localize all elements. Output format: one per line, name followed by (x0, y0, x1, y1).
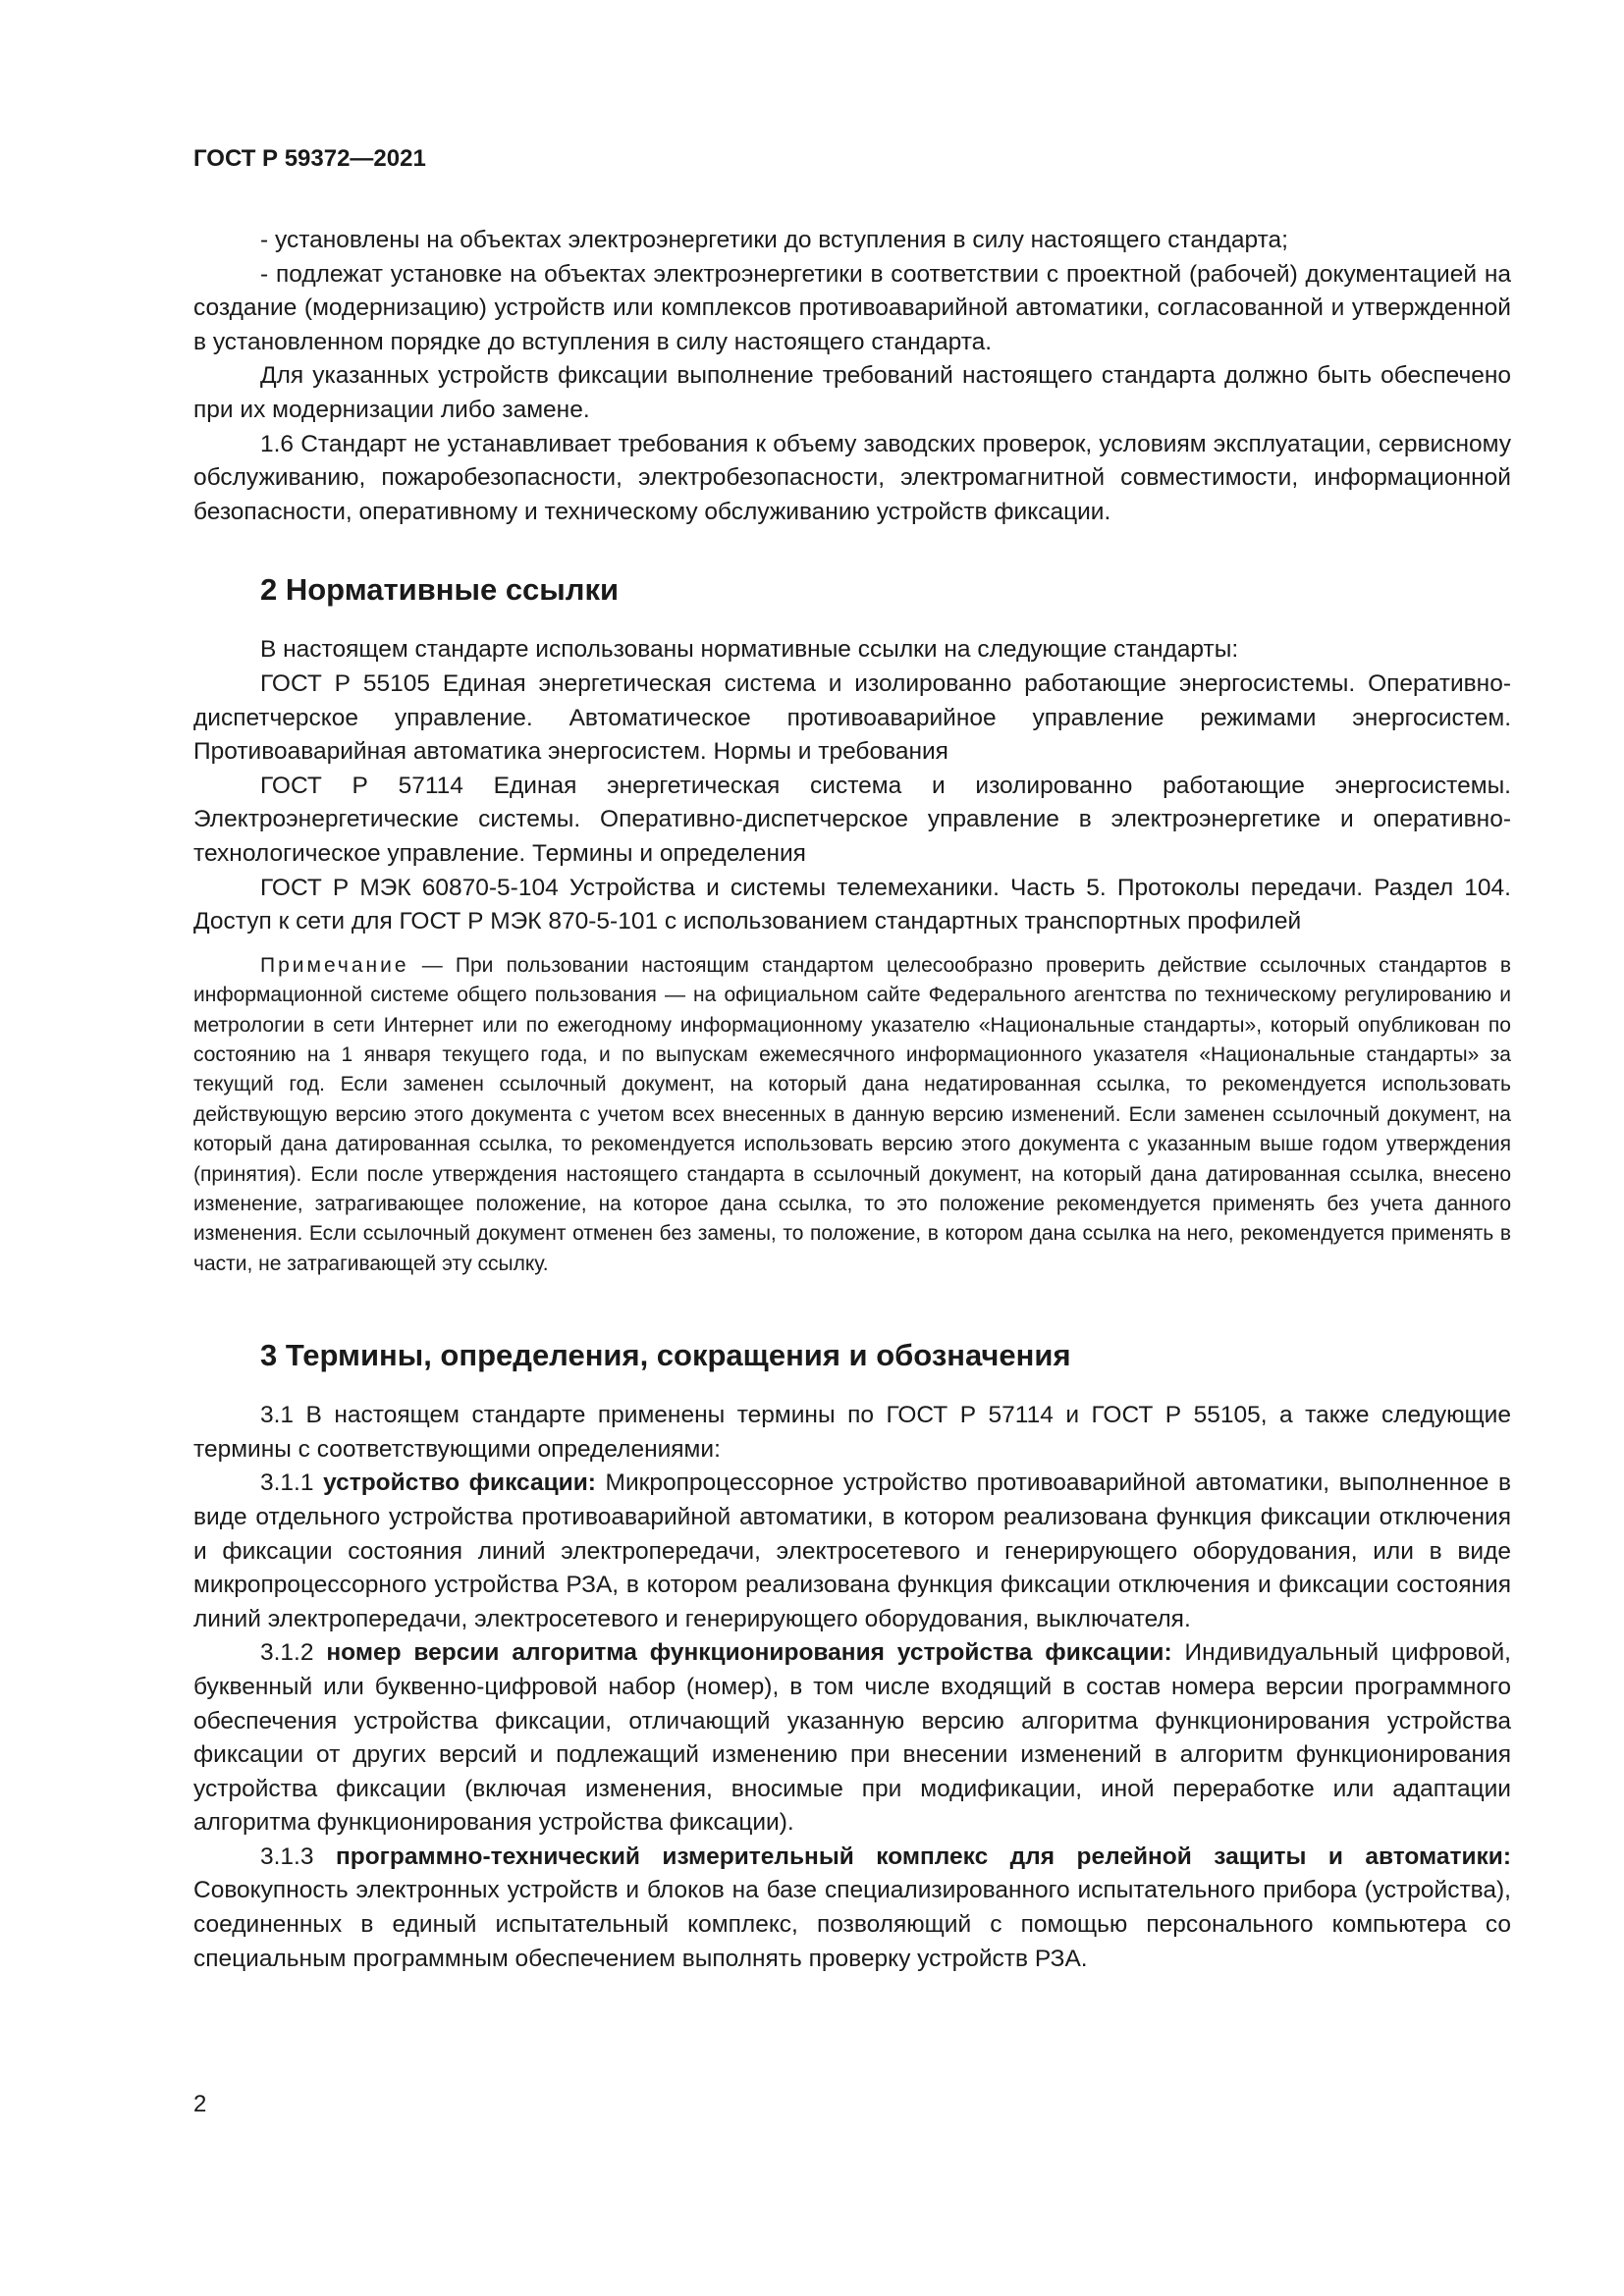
document-page (193, 145, 1511, 1976)
intro-paragraph-3: Для указанных устройств фиксации выполнение требований настоящего стандарта должно быть обеспечено при их модернизации либо замене. (193, 362, 1511, 423)
section-2-heading: 2 Нормативные ссылки (260, 572, 620, 608)
term-3-1-2-name: номер версии алгоритма функционирования устройства фиксации: (326, 1639, 1172, 1667)
term-3-1-1-name: устройство фиксации: (323, 1469, 596, 1497)
section-2-reference-1: ГОСТ Р 55105 Единая энергетическая система и изолированно работающие энергосистемы. Оперативно-диспетчерское управление. Автоматическое противоаварийное управление режимами энергосистем. Противоаварийная автоматика энергосистем. Нормы и требования (193, 669, 1511, 766)
section-2-reference-3: ГОСТ Р МЭК 60870-5-104 Устройства и системы телемеханики. Часть 5. Протоколы передачи. Раздел 104. Доступ к сети для ГОСТ Р МЭК 870-5-101 с использованием стандартных транспортных профилей (193, 874, 1511, 935)
term-3-1-3-number: 3.1.3 (260, 1842, 336, 1870)
document-header: ГОСТ Р 59372—2021 (193, 145, 426, 172)
section-2-reference-2: ГОСТ Р 57114 Единая энергетическая система и изолированно работающие энергосистемы. Электроэнергетические системы. Оперативно-диспетчерское управление в электроэнергетике и оперативно-технологическое управление. Термины и определения (193, 772, 1511, 867)
term-3-1-1 (193, 1467, 1511, 1636)
note-label: Примечание (260, 953, 409, 977)
page-number: 2 (193, 2091, 207, 2117)
term-3-1-1-definition: Микропроцессорное устройство противоаварийной автоматики, выполненное в виде отдельного устройства противоаварийной автоматики, в котором реализована функция фиксации отключения и фиксации состояния линий электропередачи, электросетевого и генерирующего оборудования, или в виде микропроцессорного устройства РЗА, в котором реализована функция фиксации отключения и фиксации состояния линий электропередачи, электросетевого и генерирующего оборудования, выключателя. (193, 1469, 1511, 1632)
term-3-1-2-definition: Индивидуальный цифровой, буквенный или буквенно-цифровой набор (номер), в том числе входящий в состав номера версии программного обеспечения устройства фиксации, отличающий указанную версию алгоритма функционирования устройства фиксации от других версий и подлежащий изменению при внесении изменений в алгоритм функционирования устройства фиксации (включая изменения, вносимые при модификации, иной переработке или адаптации алгоритма функционирования устройства фиксации). (193, 1639, 1511, 1837)
section-2-paragraph-1: В настоящем стандарте использованы нормативные ссылки на следующие стандарты: (260, 636, 1239, 664)
section-3-heading: 3 Термины, определения, сокращения и обозначения (260, 1338, 1071, 1373)
term-3-1-3-name: программно-технический измерительный комплекс для релейной защиты и автоматики: (335, 1842, 1511, 1870)
term-3-1-2-number: 3.1.2 (260, 1639, 327, 1667)
note-text: — При пользовании настоящим стандартом целесообразно проверить действие ссылочных стандартов в информационной системе общего пользования — на официальном сайте Федерального агентства по техническому регулированию и метрологии в сети Интернет или по ежегодному информационному указателю «Национальные стандарты», который опубликован по состоянию на 1 января текущего года, и по выпускам ежемесячного информационного указателя «Национальные стандарты» за текущий год. Если заменен ссылочный документ, на который дана недатированная ссылка, то рекомендуется использовать действующую версию этого документа с учетом всех внесенных в данную версию изменений. Если заменен ссылочный документ, на который дана датированная ссылка, то рекомендуется использовать версию этого документа с указанным выше годом утверждения (принятия). Если после утверждения настоящего стандарта в ссылочный документ, на который дана датированная ссылка, внесено изменение, затрагивающее положение, на которое дана ссылка, то это положение рекомендуется применять без учета данного изменения. Если ссылочный документ отменен без замены, то положение, в котором дана ссылка на него, рекомендуется применять в части, не затрагивающей эту ссылку. (193, 953, 1511, 1275)
term-3-1-3-definition: Совокупность электронных устройств и блоков на базе специализированного испытательного прибора (устройства), соединенных в единый испытательный комплекс, позволяющий с помощью персонального компьютера со специальным программным обеспечением выполнять проверку устройств РЗА. (193, 1877, 1511, 1972)
intro-paragraph-4: 1.6 Стандарт не устанавливает требования к объему заводских проверок, условиям эксплуатации, сервисному обслуживанию, пожаробезопасности, электробезопасности, электромагнитной совместимости, информационной безопасности, оперативному и техническому обслуживанию устройств фиксации. (193, 430, 1511, 525)
term-3-1-1-number: 3.1.1 (260, 1469, 324, 1497)
term-3-1-2 (193, 1636, 1511, 1841)
section-2-note (193, 951, 1511, 1279)
intro-paragraph-2: - подлежат установке на объектах электроэнергетики в соответствии с проектной (рабочей) документацией на создание (модернизацию) устройств или комплексов противоаварийной автоматики, согласованной и утвержденной в установленном порядке до вступления в силу настоящего стандарта. (193, 260, 1511, 355)
section-3-paragraph-1: 3.1 В настоящем стандарте применены термины по ГОСТ Р 57114 и ГОСТ Р 55105, а также следующие термины с соответствующими определениями: (193, 1402, 1511, 1463)
intro-paragraph-1: - установлены на объектах электроэнергетики до вступления в силу настоящего стандарта; (260, 227, 1288, 253)
term-3-1-3 (193, 1841, 1511, 1976)
